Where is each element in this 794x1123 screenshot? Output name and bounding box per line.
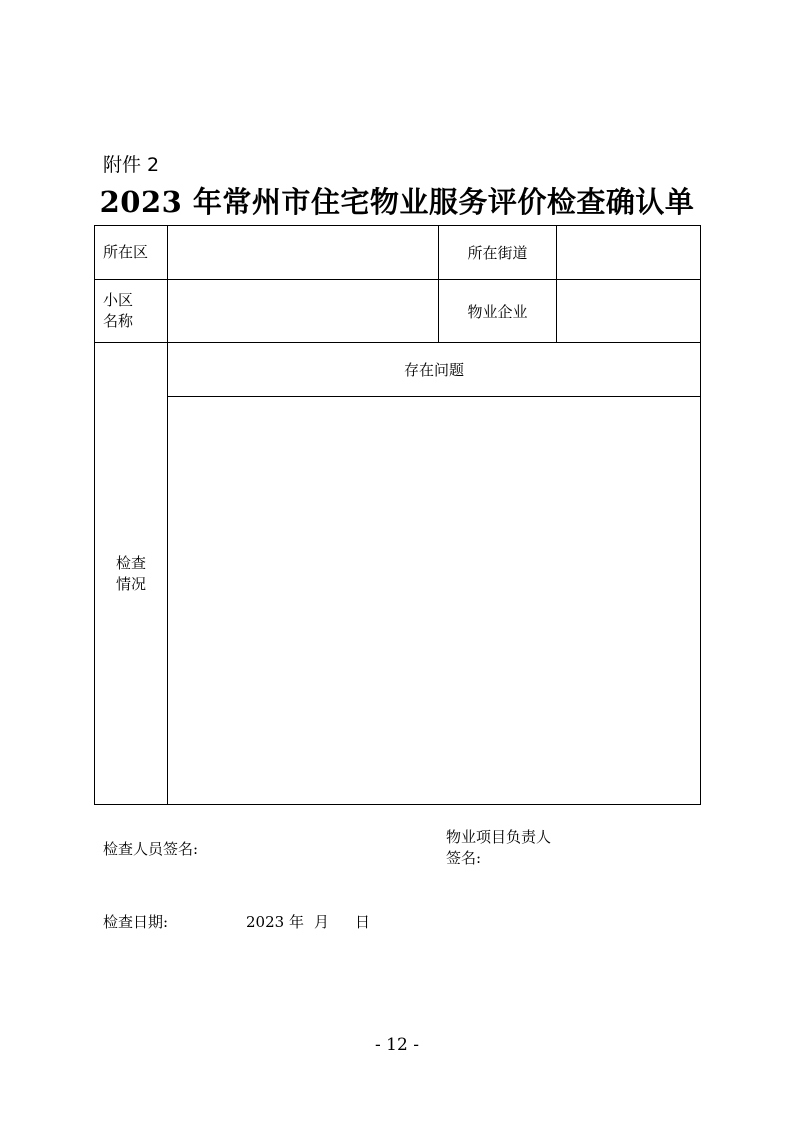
confirmation-form-table <box>94 225 701 805</box>
attachment-label: 附件 2 <box>103 154 160 176</box>
district-field[interactable] <box>168 226 439 280</box>
community-label-line2: 名称 <box>103 312 134 330</box>
inspection-label-line1: 检查 <box>115 553 146 572</box>
property-company-field[interactable] <box>557 280 701 343</box>
inspection-status-label <box>95 343 168 805</box>
issues-header: 存在问题 <box>168 343 701 397</box>
document-title: 2023 年常州市住宅物业服务评价检查确认单 <box>99 185 695 219</box>
inspection-label-line2: 情况 <box>115 574 146 593</box>
date-month: 月 <box>314 913 330 931</box>
page-number: - 12 - <box>375 1035 419 1055</box>
property-company-label: 物业企业 <box>439 280 557 343</box>
manager-signature-label: 物业项目负责人签名: <box>446 828 552 867</box>
community-label-line1: 小区 <box>103 291 134 309</box>
issues-field[interactable] <box>168 397 701 805</box>
inspector-signature-label: 检查人员签名: <box>103 840 199 858</box>
street-label: 所在街道 <box>439 226 557 280</box>
street-field[interactable] <box>557 226 701 280</box>
community-name-label <box>95 280 168 343</box>
date-day: 日 <box>355 913 371 931</box>
community-name-field[interactable] <box>168 280 439 343</box>
district-label: 所在区 <box>95 226 168 280</box>
date-year: 2023 年 <box>246 913 304 931</box>
inspection-date-label: 检查日期: <box>103 913 169 931</box>
